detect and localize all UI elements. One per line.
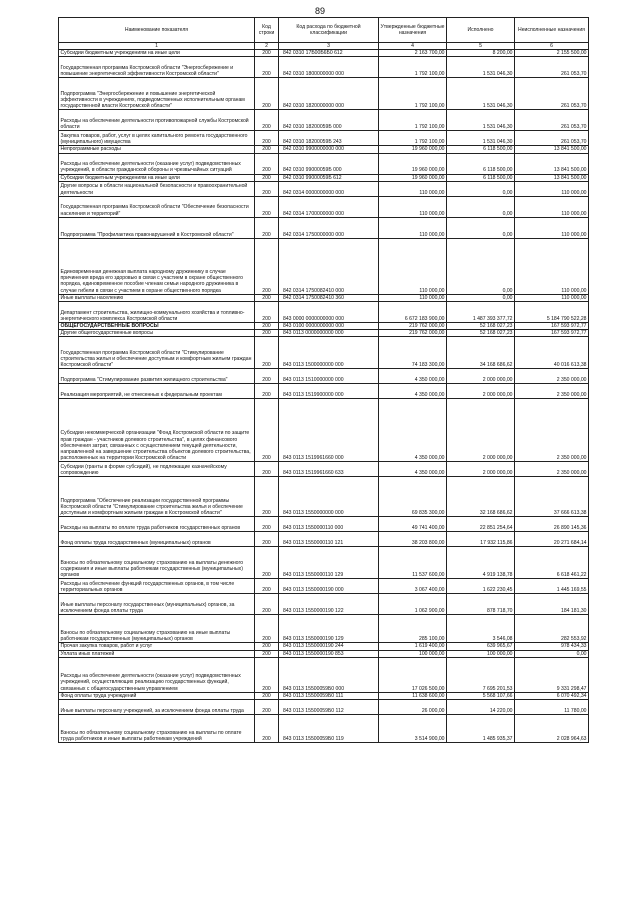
row-unexecuted-amount: 110 000,00 [515,217,589,238]
row-executed-amount: 6 118 500,00 [447,153,515,174]
row-unexecuted-amount: 26 890 145,36 [515,517,589,532]
header-indicator-name: Наименование показателя [59,18,255,43]
row-line-code: 200 [255,174,279,181]
table-row [59,657,589,692]
table-row [59,196,589,217]
row-unexecuted-amount: 110 000,00 [515,196,589,217]
table-row [59,700,589,715]
table-row [59,294,589,301]
row-line-code: 200 [255,594,279,615]
row-executed-amount: 6 118 500,00 [447,146,515,153]
row-budget-classification-code: 842 0310 99000059Б 000 [279,153,379,174]
row-approved-amount: 1 792 100,00 [379,110,447,131]
row-approved-amount: 1 619 400,00 [379,643,447,650]
row-line-code: 200 [255,146,279,153]
row-unexecuted-amount: 184 181,30 [515,594,589,615]
table-row [59,650,589,657]
row-budget-classification-code: 843 0113 15500059Б0 119 [279,715,379,743]
row-approved-amount: 4 350 000,00 [379,384,447,399]
row-unexecuted-amount: 261 053,70 [515,57,589,78]
column-number: 4 [379,43,447,50]
row-executed-amount: 52 168 027,23 [447,323,515,330]
row-approved-amount: 6 672 183 900,00 [379,302,447,323]
row-budget-classification-code: 842 0314 1750082410 360 [279,294,379,301]
row-indicator-name: Субсидии некоммерческой организации "Фонд Костромской области по защите прав граждан - участников долевого строительства", в целях финансового обеспечения затрат, связанных с осуществлением текущей деятельности, направленной на завершение строительства объектов долевого строительства, расположенных на территории Костромской области [59,399,255,462]
row-approved-amount: 285 100,00 [379,615,447,643]
row-approved-amount: 17 026 500,00 [379,657,447,692]
row-unexecuted-amount: 11 780,00 [515,700,589,715]
row-budget-classification-code: 843 0113 1550000110 000 [279,517,379,532]
row-indicator-name: Единовременная денежная выплата народному дружиннику в случае причинения вреда его здоровью в связи с участием в охране общественного порядка, единовременное пособие членам семьи народного дружинника в случае гибели в связи с участием в охране общественного порядка [59,238,255,294]
header-budget-classification-code: Код расхода по бюджетной классификации [279,18,379,43]
row-approved-amount: 74 183 300,00 [379,337,447,369]
row-unexecuted-amount: 20 271 684,14 [515,532,589,547]
row-indicator-name: Подпрограмма "Обеспечение реализации государственной программы Костромской области "Стимулирование строительства жилья и обеспечение доступным и комфортным жильем граждан в Костромской области" [59,477,255,517]
table-row [59,330,589,337]
row-unexecuted-amount: 0,00 [515,650,589,657]
row-executed-amount: 14 220,00 [447,700,515,715]
row-line-code: 200 [255,650,279,657]
budget-execution-table [58,17,589,743]
row-unexecuted-amount: 167 593 972,77 [515,330,589,337]
row-budget-classification-code: 843 0113 1550000190 853 [279,650,379,657]
row-indicator-name: Субсидии (гранты в форме субсидий), не подлежащие казначейскому сопровождению [59,462,255,477]
table-row [59,547,589,579]
row-unexecuted-amount: 13 841 500,00 [515,153,589,174]
row-executed-amount: 100 000,00 [447,650,515,657]
row-indicator-name: Расходы на обеспечение функций государственных органов, в том числе территориальных органов [59,579,255,594]
row-line-code: 200 [255,131,279,146]
table-row [59,692,589,699]
row-budget-classification-code: 842 0310 17Б00Б6Б0 612 [279,50,379,57]
table-row [59,384,589,399]
row-line-code: 200 [255,238,279,294]
row-line-code: 200 [255,532,279,547]
row-indicator-name: Уплата иных платежей [59,650,255,657]
row-budget-classification-code: 843 0113 1550000190 000 [279,579,379,594]
row-executed-amount: 3 546,08 [447,615,515,643]
row-line-code: 200 [255,579,279,594]
row-line-code: 200 [255,399,279,462]
row-line-code: 200 [255,462,279,477]
row-budget-classification-code: 842 0310 18200059Б 243 [279,131,379,146]
row-indicator-name: Фонд оплаты труда учреждений [59,692,255,699]
row-budget-classification-code: 842 0314 1750082410 000 [279,238,379,294]
row-budget-classification-code: 843 0113 1500000000 000 [279,337,379,369]
row-unexecuted-amount: 2 350 000,00 [515,369,589,384]
row-approved-amount: 100 000,00 [379,650,447,657]
row-budget-classification-code: 842 0310 1820000000 000 [279,78,379,110]
row-indicator-name: Прочая закупка товаров, работ и услуг [59,643,255,650]
row-line-code: 200 [255,302,279,323]
table-row [59,517,589,532]
row-approved-amount: 3 514 900,00 [379,715,447,743]
row-executed-amount: 1 531 046,30 [447,78,515,110]
row-approved-amount: 1 062 900,00 [379,594,447,615]
table-row [59,153,589,174]
row-indicator-name: Подпрограмма "Стимулирование развития жилищного строительства" [59,369,255,384]
row-indicator-name: Фонд оплаты труда государственных (муниципальных) органов [59,532,255,547]
table-row [59,217,589,238]
column-number: 5 [447,43,515,50]
row-unexecuted-amount: 40 016 613,38 [515,337,589,369]
row-executed-amount: 32 168 686,62 [447,477,515,517]
row-line-code: 200 [255,547,279,579]
row-line-code: 200 [255,78,279,110]
row-line-code: 200 [255,153,279,174]
row-line-code: 200 [255,330,279,337]
row-budget-classification-code: 843 0100 0000000000 000 [279,323,379,330]
table-row [59,174,589,181]
row-budget-classification-code: 843 0113 0000000000 000 [279,330,379,337]
row-unexecuted-amount: 6 070 492,34 [515,692,589,699]
table-row [59,462,589,477]
column-number-row [59,43,589,50]
row-executed-amount: 0,00 [447,181,515,196]
row-indicator-name: Подпрограмма "Профилактика правонарушений в Костромской области" [59,217,255,238]
row-approved-amount: 1 792 100,00 [379,78,447,110]
row-approved-amount: 110 000,00 [379,181,447,196]
row-line-code: 200 [255,217,279,238]
row-approved-amount: 110 000,00 [379,238,447,294]
row-line-code: 200 [255,384,279,399]
row-executed-amount: 2 000 000,00 [447,399,515,462]
column-number: 2 [255,43,279,50]
row-indicator-name: Расходы на обеспечение деятельности (оказание услуг) подведомственных учреждений, в области гражданской обороны и чрезвычайных ситуаций [59,153,255,174]
row-line-code: 200 [255,50,279,57]
row-unexecuted-amount: 5 184 790 522,28 [515,302,589,323]
row-executed-amount: 34 168 686,62 [447,337,515,369]
row-indicator-name: Расходы на обеспечение деятельности (оказание услуг) подведомственных учреждений, осуществляющих реализацию государственных функций, связанных с общегосударственным управлением [59,657,255,692]
row-budget-classification-code: 843 0113 1550000190 129 [279,615,379,643]
table-row [59,323,589,330]
row-unexecuted-amount: 110 000,00 [515,238,589,294]
table-header-row [59,18,589,43]
row-indicator-name: Иные выплаты персоналу учреждений, за исключением фонда оплаты труда [59,700,255,715]
row-approved-amount: 11 638 600,00 [379,692,447,699]
row-indicator-name: Расходы на выплаты по оплате труда работников государственных органов [59,517,255,532]
row-indicator-name: Расходы на обеспечение деятельности противопожарной службы Костромской области [59,110,255,131]
table-row [59,238,589,294]
row-unexecuted-amount: 6 618 461,22 [515,547,589,579]
table-row [59,110,589,131]
row-approved-amount: 110 000,00 [379,217,447,238]
row-executed-amount: 4 919 138,78 [447,547,515,579]
row-approved-amount: 38 203 800,00 [379,532,447,547]
row-unexecuted-amount: 110 000,00 [515,294,589,301]
row-indicator-name: Другие общегосударственные вопросы [59,330,255,337]
row-budget-classification-code: 843 0113 1550000000 000 [279,477,379,517]
row-unexecuted-amount: 110 000,00 [515,181,589,196]
row-executed-amount: 5 568 107,66 [447,692,515,699]
row-approved-amount: 1 792 100,00 [379,57,447,78]
row-executed-amount: 1 531 046,30 [447,110,515,131]
row-unexecuted-amount: 2 350 000,00 [515,384,589,399]
row-budget-classification-code: 843 0113 15500059Б0 000 [279,657,379,692]
row-indicator-name: Департамент строительства, жилищно-коммунального хозяйства и топливно-энергетического комплекса Костромской области [59,302,255,323]
row-approved-amount: 69 835 300,00 [379,477,447,517]
row-executed-amount: 2 000 000,00 [447,384,515,399]
row-budget-classification-code: 842 0314 0000000000 000 [279,181,379,196]
table-row [59,181,589,196]
row-unexecuted-amount: 2 028 964,63 [515,715,589,743]
row-executed-amount: 7 695 201,53 [447,657,515,692]
table-row [59,369,589,384]
row-executed-amount: 6 118 500,00 [447,174,515,181]
row-executed-amount: 22 851 254,64 [447,517,515,532]
table-row [59,302,589,323]
row-indicator-name: Государственная программа Костромской области "Энергосбережение и повышение энергетической эффективности Костромской области" [59,57,255,78]
table-row [59,131,589,146]
row-indicator-name: Реализация мероприятий, не отнесенных к федеральным проектам [59,384,255,399]
row-approved-amount: 26 000,00 [379,700,447,715]
row-executed-amount: 52 168 027,23 [447,330,515,337]
row-approved-amount: 219 762 000,00 [379,323,447,330]
row-budget-classification-code: 843 0113 1550000110 129 [279,547,379,579]
table-body [59,50,589,743]
row-line-code: 200 [255,643,279,650]
row-executed-amount: 17 932 115,86 [447,532,515,547]
row-indicator-name: Взносы по обязательному социальному страхованию на выплаты денежного содержания и иные выплаты работникам государственных (муниципальных) органов [59,547,255,579]
row-budget-classification-code: 842 0314 1700000000 000 [279,196,379,217]
row-indicator-name: Другие вопросы в области национальной безопасности и правоохранительной деятельности [59,181,255,196]
row-approved-amount: 19 960 000,00 [379,153,447,174]
row-approved-amount: 19 960 000,00 [379,146,447,153]
row-executed-amount: 0,00 [447,294,515,301]
row-unexecuted-amount: 2 155 500,00 [515,50,589,57]
row-unexecuted-amount: 13 841 500,00 [515,174,589,181]
row-indicator-name: ОБЩЕГОСУДАРСТВЕННЫЕ ВОПРОСЫ [59,323,255,330]
table-row [59,532,589,547]
row-executed-amount: 2 000 000,00 [447,462,515,477]
column-number: 1 [59,43,255,50]
row-budget-classification-code: 842 0310 1800000000 000 [279,57,379,78]
row-line-code: 200 [255,196,279,217]
row-indicator-name: Иные выплаты населению [59,294,255,301]
table-row [59,615,589,643]
row-approved-amount: 1 792 100,00 [379,131,447,146]
row-indicator-name: Иные выплаты персоналу государственных (муниципальных) органов, за исключением фонда оплаты труда [59,594,255,615]
row-executed-amount: 1 531 046,30 [447,131,515,146]
row-line-code: 200 [255,700,279,715]
row-line-code: 200 [255,337,279,369]
row-budget-classification-code: 843 0113 1510000000 000 [279,369,379,384]
row-unexecuted-amount: 9 331 298,47 [515,657,589,692]
row-line-code: 200 [255,477,279,517]
row-approved-amount: 110 000,00 [379,294,447,301]
row-executed-amount: 878 718,70 [447,594,515,615]
row-unexecuted-amount: 2 350 000,00 [515,462,589,477]
row-budget-classification-code: 843 0113 1550000190 122 [279,594,379,615]
table-row [59,146,589,153]
row-indicator-name: Подпрограмма "Энергосбережение и повышение энергетической эффективности в учреждениях, подведомственных исполнительным органам государственной власти Костромской области" [59,78,255,110]
table-row [59,594,589,615]
row-unexecuted-amount: 1 445 169,55 [515,579,589,594]
table-row [59,643,589,650]
row-executed-amount: 639 965,67 [447,643,515,650]
row-executed-amount: 1 487 393 377,72 [447,302,515,323]
column-number: 3 [279,43,379,50]
row-approved-amount: 219 762 000,00 [379,330,447,337]
row-approved-amount: 19 960 000,00 [379,174,447,181]
row-approved-amount: 4 350 000,00 [379,462,447,477]
row-executed-amount: 0,00 [447,238,515,294]
row-indicator-name: Субсидии бюджетным учреждениям на иные цели [59,50,255,57]
page-number: 89 [314,6,325,16]
row-executed-amount: 1 622 230,45 [447,579,515,594]
row-unexecuted-amount: 261 053,70 [515,131,589,146]
row-indicator-name: Государственная программа Костромской области "Обеспечение безопасности населения и территорий" [59,196,255,217]
table-row [59,50,589,57]
row-line-code: 200 [255,294,279,301]
row-approved-amount: 4 350 000,00 [379,399,447,462]
row-approved-amount: 4 350 000,00 [379,369,447,384]
row-unexecuted-amount: 167 593 972,77 [515,323,589,330]
header-approved-appropriations: Утвержденные бюджетные назначения [379,18,447,43]
header-line-code: Код строки [255,18,279,43]
row-line-code: 200 [255,715,279,743]
row-indicator-name: Взносы по обязательному социальному страхованию на иные выплаты работникам государственных (муниципальных) органов [59,615,255,643]
row-line-code: 200 [255,57,279,78]
row-approved-amount: 110 000,00 [379,196,447,217]
row-indicator-name: Субсидии бюджетным учреждениям на иные цели [59,174,255,181]
row-indicator-name: Закупка товаров, работ, услуг в целях капитального ремонта государственного (муниципального) имущества [59,131,255,146]
row-approved-amount: 11 537 600,00 [379,547,447,579]
row-line-code: 200 [255,323,279,330]
row-unexecuted-amount: 2 350 000,00 [515,399,589,462]
row-budget-classification-code: 842 0310 9900000000 000 [279,146,379,153]
row-approved-amount: 2 163 700,00 [379,50,447,57]
row-budget-classification-code: 843 0000 0000000000 000 [279,302,379,323]
row-indicator-name: Непрограммные расходы [59,146,255,153]
row-executed-amount: 0,00 [447,217,515,238]
row-unexecuted-amount: 978 434,33 [515,643,589,650]
row-budget-classification-code: 843 0113 1550000190 244 [279,643,379,650]
header-executed: Исполнено [447,18,515,43]
row-executed-amount: 1 531 046,30 [447,57,515,78]
row-line-code: 200 [255,517,279,532]
row-budget-classification-code: 842 0310 18200059Б 000 [279,110,379,131]
row-indicator-name: Государственная программа Костромской области "Стимулирование строительства жилья и обеспечение доступным и комфортным жильем граждан Костромской области" [59,337,255,369]
row-line-code: 200 [255,369,279,384]
row-executed-amount: 8 200,00 [447,50,515,57]
table-row [59,579,589,594]
row-budget-classification-code: 843 0113 1519961660 000 [279,399,379,462]
row-budget-classification-code: 843 0113 1550000110 121 [279,532,379,547]
table-row [59,477,589,517]
header-unexecuted-appropriations: Неисполненные назначения [515,18,589,43]
column-number: 6 [515,43,589,50]
row-approved-amount: 3 067 400,00 [379,579,447,594]
table-row [59,399,589,462]
row-line-code: 200 [255,181,279,196]
row-budget-classification-code: 842 0310 99000059Б 612 [279,174,379,181]
table-row [59,57,589,78]
row-indicator-name: Взносы по обязательному социальному страхованию на выплаты по оплате труда работников и иные выплаты работникам учреждений [59,715,255,743]
row-unexecuted-amount: 37 666 613,38 [515,477,589,517]
table-row [59,337,589,369]
row-unexecuted-amount: 261 053,70 [515,110,589,131]
table-row [59,78,589,110]
row-unexecuted-amount: 261 053,70 [515,78,589,110]
table-row [59,715,589,743]
row-line-code: 200 [255,657,279,692]
row-budget-classification-code: 843 0113 15500059Б0 111 [279,692,379,699]
row-line-code: 200 [255,615,279,643]
row-executed-amount: 2 000 000,00 [447,369,515,384]
row-budget-classification-code: 842 0314 1750000000 000 [279,217,379,238]
row-line-code: 200 [255,692,279,699]
row-approved-amount: 49 741 400,00 [379,517,447,532]
row-unexecuted-amount: 282 553,92 [515,615,589,643]
row-unexecuted-amount: 13 841 500,00 [515,146,589,153]
row-executed-amount: 1 485 935,37 [447,715,515,743]
row-budget-classification-code: 843 0113 1519900000 000 [279,384,379,399]
row-line-code: 200 [255,110,279,131]
row-budget-classification-code: 843 0113 1519961660 633 [279,462,379,477]
row-executed-amount: 0,00 [447,196,515,217]
row-budget-classification-code: 843 0113 15500059Б0 112 [279,700,379,715]
